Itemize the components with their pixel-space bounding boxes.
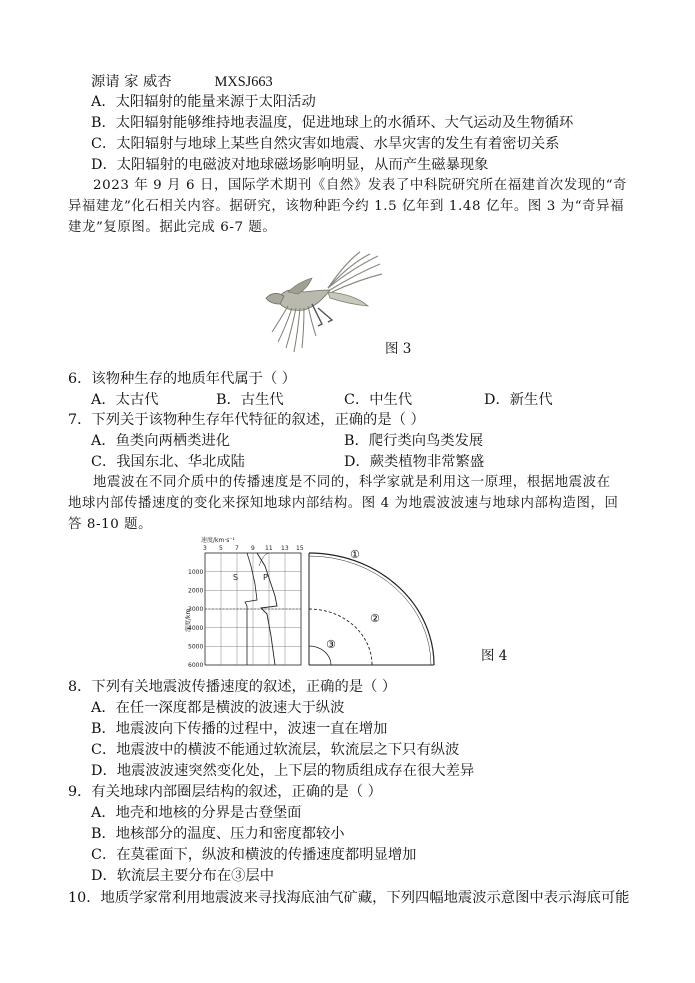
q5-option-d: D．太阳辐射的电磁波对地球磁场影响明显，从而产生磁暴现象 (91, 157, 489, 173)
q10-stem: 10．地质学家常利用地震波来寻找海底油气矿藏，下列四幅地震波示意图中表示海底可能 (68, 890, 630, 906)
q6-option-b: B．古生代 (216, 392, 284, 408)
passage2-line-2: 地球内部传播速度的变化来探知地球内部结构。图 4 为地震波波速与地球内部构造图，回 (68, 496, 619, 511)
q8-option-b: B．地震波向下传播的过程中，波速一直在增加 (91, 721, 388, 737)
q8-option-d: D．地震波波速突然变化处，上下层的物质组成存在很大差异 (91, 763, 475, 779)
header-line (91, 72, 273, 92)
q8-option-c: C．地震波中的横波不能通过软流层，软流层之下只有纵波 (91, 742, 460, 758)
passage2-line-3: 答 8-10 题。 (68, 517, 153, 532)
q9-stem: 9．有关地球内部圈层结构的叙述，正确的是（ ） (68, 784, 382, 800)
figure3-caption: 图 3 (385, 341, 412, 357)
depth-tick-1000: 1000 (188, 569, 204, 576)
q7-options-row-1 (0, 431, 695, 451)
speed-tick-5: 5 (219, 545, 223, 552)
passage1-line-3: 建龙”复原图。据此完成 6-7 题。 (68, 220, 277, 235)
q6-stem: 6．该物种生存的地质年代属于（ ） (68, 371, 297, 387)
q8-stem: 8．下列有关地震波传播速度的叙述，正确的是（ ） (68, 679, 397, 695)
speed-tick-7: 7 (235, 545, 239, 552)
depth-tick-4000: 4000 (188, 625, 204, 632)
q5-option-c: C．太阳辐射与地球上某些自然灾害如地震、水旱灾害的发生有着密切关系 (91, 136, 560, 152)
speed-tick-13: 13 (281, 545, 289, 552)
q5-option-a: A．太阳辐射的能量来源于太阳活动 (91, 94, 316, 110)
speed-axis-label: 速度/km·s⁻¹ (201, 537, 235, 544)
depth-axis-label: 深度/km (185, 608, 192, 632)
speed-tick-11: 11 (265, 545, 273, 552)
dinosaur-reconstruction-figure (258, 248, 386, 360)
figure4-caption: 图 4 (481, 648, 508, 664)
depth-tick-2000: 2000 (188, 587, 204, 595)
q6-option-a: A．太古代 (91, 392, 159, 408)
q9-option-b: B．地核部分的温度、压力和密度都较小 (91, 826, 345, 842)
outer-core-boundary (309, 609, 372, 665)
q5-option-b: B．太阳辐射能够维持地表温度，促进地球上的水循环、大气运动及生物循环 (91, 115, 574, 131)
q7-option-b: B．爬行类向鸟类发展 (344, 433, 484, 449)
q7-options-row-2 (0, 452, 695, 472)
q7-option-a: A．鱼类向两栖类进化 (91, 433, 230, 449)
passage2-line-1: 地震波在不同介质中的传播速度是不同的，科学家就是利用这一原理，根据地震波在 (93, 475, 611, 490)
q9-option-a: A．地壳和地核的分界是古登堡面 (91, 805, 302, 821)
layer-label-3: ③ (326, 638, 336, 651)
p-wave-label: P (263, 573, 268, 582)
q6-option-c: C．中生代 (344, 392, 413, 408)
q7-option-c: C．我国东北、华北成陆 (91, 454, 245, 470)
layer-label-1: ① (350, 548, 360, 561)
layer-label-2: ② (370, 612, 380, 625)
passage1-line-2: 异福建龙”化石相关内容。据研究，该物种距今约 1.5 亿年到 1.48 亿年。图 3 为“奇异福 (68, 199, 625, 214)
q9-option-c: C．在莫霍面下，纵波和横波的传播速度都明显增加 (91, 847, 417, 863)
passage1-line-1: 2023 年 9 月 6 日，国际学术期刊《自然》发表了中科院研究所在福建首次发现的“奇 (93, 178, 628, 193)
q7-option-d: D．蕨类植物非常繁盛 (344, 454, 485, 470)
seismic-wave-figure (185, 536, 447, 672)
header-source: 源请 家 威杏 (91, 74, 172, 90)
q6-options (0, 390, 695, 410)
q7-stem: 7．下列关于该物种生存年代特征的叙述，正确的是（ ） (68, 412, 425, 428)
s-wave-label: S (233, 573, 239, 582)
speed-tick-9: 9 (251, 545, 255, 552)
speed-tick-3: 3 (203, 545, 207, 552)
q9-option-d: D．软流层主要分布在③层中 (91, 868, 275, 884)
header-code: MXSJ663 (214, 74, 273, 90)
q8-option-a: A．在任一深度都是横波的波速大于纵波 (91, 700, 345, 716)
depth-tick-6000: 6000 (188, 662, 204, 669)
q6-option-d: D．新生代 (484, 392, 553, 408)
depth-tick-5000: 5000 (188, 643, 204, 651)
depth-tick-3000: 3000 (188, 606, 204, 613)
speed-tick-15: 15 (296, 545, 304, 552)
